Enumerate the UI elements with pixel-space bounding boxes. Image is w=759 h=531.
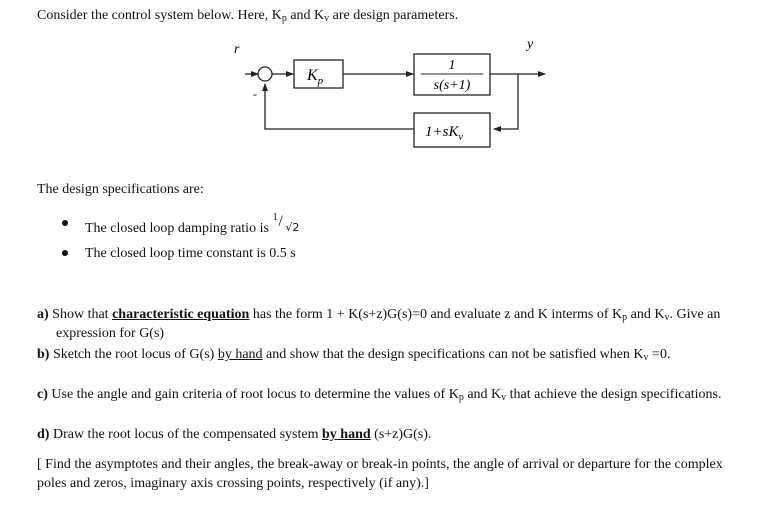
instructions-note: [ Find the asymptotes and their angles, the break-away or break-in points, the angle of arrival or departure for the complex poles and zeros, imaginary axis crossing points, respectively (if any).] [37, 457, 723, 491]
part-b: b) Sketch the root locus of G(s) by hand and show that the design specifications can not be satisfied when $K_v =0$. [37, 347, 671, 363]
bullet-icon [62, 220, 68, 226]
plant-numerator: 1 [448, 58, 456, 73]
feedback-path-left [265, 84, 414, 129]
spec-damping-ratio: The closed loop damping ratio is 1 / √2 [85, 211, 300, 236]
feedback-block-label: $1+sK_v$ [425, 124, 463, 143]
feedback-path-right [494, 74, 518, 129]
block-diagram [0, 0, 759, 170]
part-a: a) Show that characteristic equation has the form 1 + K(s+z)G(s)=0 and evaluate z and K interms of $K_p$ and $K_v$. Give an expression for G(s) [37, 307, 721, 341]
summing-sign: - [253, 87, 257, 101]
gain-block-label: $K_p$ [307, 67, 324, 87]
bullet-icon [62, 250, 68, 256]
specs-heading: The design specifications are: [37, 182, 204, 197]
part-d: d) Draw the root locus of the compensated system by hand (s+z)G(s). [37, 427, 432, 442]
summing-junction [258, 67, 272, 81]
part-c: c) Use the angle and gain criteria of root locus to determine the values of $K_p$ and $K_v$ that achieve the design specifications. [37, 387, 722, 403]
spec-time-constant: The closed loop time constant is 0.5 s [85, 246, 296, 261]
plant-denominator: s(s+1) [433, 78, 471, 93]
intro-text: Consider the control system below. Here, $K_p$ and $K_v$ are design parameters. [37, 8, 459, 24]
input-label: r [234, 42, 240, 57]
output-label: y [527, 37, 534, 52]
